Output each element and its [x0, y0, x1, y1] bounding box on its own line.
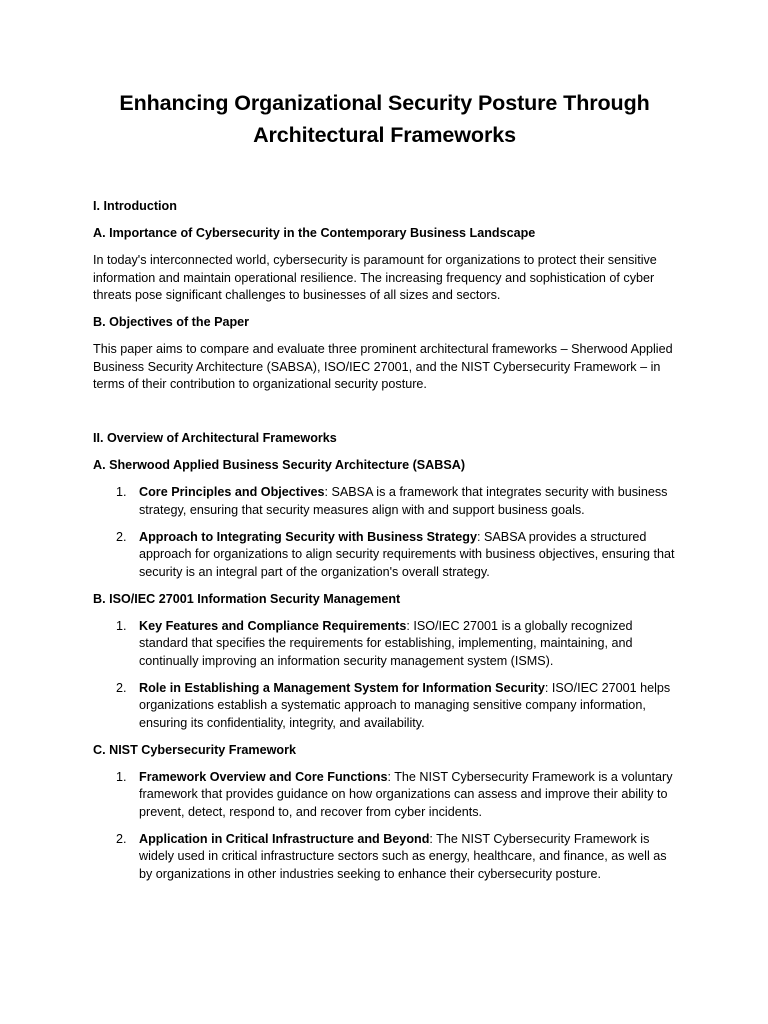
list-number: 2. [116, 680, 127, 695]
list-item [93, 831, 676, 884]
list-item [93, 769, 676, 822]
subheading-sabsa: A. Sherwood Applied Business Security Architecture (SABSA) [93, 458, 466, 472]
list-text: : The NIST Cybersecurity Framework is widely used in critical infrastructure sectors such as energy, healthcare, and finance, as well as by organizations in other industries seeking to enhance their cybersecurity posture. [139, 831, 667, 881]
list-term: Approach to Integrating Security with Business Strategy [139, 529, 477, 544]
list-term: Key Features and Compliance Requirements [139, 618, 407, 633]
list-text: : SABSA provides a structured approach for organizations to align security requirements with business objectives, ensuring that security is an integral part of the organization's overall strategy. [139, 529, 675, 579]
list-item [93, 484, 676, 519]
list-number: 2. [116, 529, 127, 544]
list-number: 2. [116, 831, 127, 846]
list-term: Framework Overview and Core Functions [139, 769, 388, 784]
title-line-1: Enhancing Organizational Security Posture Through [119, 91, 650, 115]
list-text: : ISO/IEC 27001 is a globally recognized standard that specifies the requirements for establishing, implementing, maintaining, and continually improving an information security management system (ISMS). [139, 618, 633, 668]
section-heading-introduction: I. Introduction [93, 199, 177, 213]
list-sabsa [93, 484, 676, 581]
list-term: Core Principles and Objectives [139, 485, 325, 499]
list-text: : ISO/IEC 27001 helps organizations establish a systematic approach to managing sensitive company information, ensuring its confidentiality, integrity, and availability. [139, 680, 671, 730]
list-item [93, 680, 676, 733]
paragraph-importance: In today's interconnected world, cybersecurity is paramount for organizations to protect their sensitive information and maintain operational resilience. The increasing frequency and sophistication of cyber threats pose significant challenges to businesses of all sizes and sectors. [93, 253, 657, 302]
subheading-iso: B. ISO/IEC 27001 Information Security Management [93, 591, 401, 606]
list-text: : SABSA is a framework that integrates security with business strategy, ensuring that security measures align with and support business goals. [139, 485, 668, 517]
list-item [93, 529, 676, 582]
list-iso [93, 618, 676, 733]
subheading-nist: C. NIST Cybersecurity Framework [93, 742, 296, 757]
subheading-objectives: B. Objectives of the Paper [93, 315, 250, 329]
list-term: Application in Critical Infrastructure and Beyond [139, 831, 430, 846]
title-line-2: Architectural Frameworks [253, 123, 516, 147]
document-body [93, 198, 676, 883]
section-spacer [93, 403, 676, 430]
list-nist [93, 769, 676, 884]
list-number: 1. [116, 485, 127, 499]
subheading-importance: A. Importance of Cybersecurity in the Contemporary Business Landscape [93, 226, 536, 240]
list-number: 1. [116, 618, 127, 633]
list-item [93, 618, 676, 671]
paragraph-objectives: This paper aims to compare and evaluate three prominent architectural frameworks – Sherwood Applied Business Security Architecture (SABSA), ISO/IEC 27001, and the NIST Cybersecurity Framework – in terms of their contribution to organizational security posture. [93, 342, 673, 391]
section-heading-overview: II. Overview of Architectural Frameworks [93, 431, 337, 445]
list-number: 1. [116, 769, 127, 784]
list-term: Role in Establishing a Management System for Information Security [139, 680, 545, 695]
list-text: : The NIST Cybersecurity Framework is a voluntary framework that provides guidance on how organizations can assess and improve their ability to prevent, detect, respond to, and recover from cyber incidents. [139, 769, 673, 819]
document-title [93, 0, 676, 151]
